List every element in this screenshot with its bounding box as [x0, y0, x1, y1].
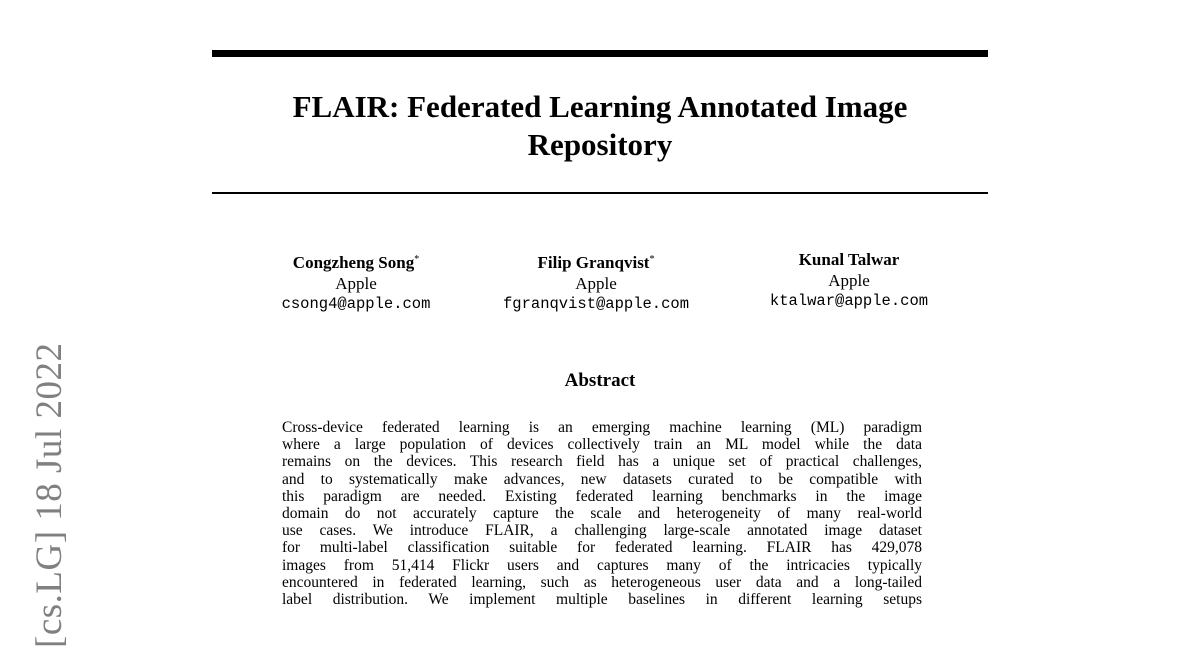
author-name: Kunal Talwar: [798, 250, 900, 269]
paper-title: [212, 88, 988, 164]
abstract-line: images from 51,414 Flickr users and captures many of the intricacies typically: [282, 556, 922, 574]
author-email: fgranqvist@apple.com: [502, 295, 690, 313]
equal-contribution-mark: *: [414, 254, 420, 265]
abstract-line: for multi-label classification suitable for federated learning. FLAIR has 429,078: [282, 539, 922, 557]
abstract-line: use cases. We introduce FLAIR, a challenging large-scale annotated image dataset: [282, 522, 922, 540]
author-email: ktalwar@apple.com: [769, 292, 929, 310]
abstract-line: remains on the devices. This research field has a unique set of practical challenges,: [282, 453, 922, 471]
abstract-line: Cross-device federated learning is an emerging machine learning (ML) paradigm: [282, 419, 922, 436]
abstract-line: and to systematically make advances, new datasets curated to be compatible with: [282, 470, 922, 488]
author-affiliation: Apple: [575, 274, 617, 293]
author-affiliation: Apple: [335, 274, 377, 293]
abstract-line: domain do not accurately capture the scale and heterogeneity of many real-world: [282, 505, 922, 523]
abstract-line: where a large population of devices collectively train an ML model while the data: [282, 436, 922, 454]
abstract-line: label distribution. We implement multiple baselines in different learning setups: [282, 591, 922, 609]
equal-contribution-mark: *: [649, 254, 655, 265]
author-affiliation: Apple: [828, 271, 870, 290]
author-2: [476, 249, 716, 315]
author-name: Congzheng Song*: [292, 253, 420, 272]
abstract-body: [282, 419, 922, 608]
title-top-rule: [212, 50, 988, 57]
abstract-heading: Abstract: [564, 370, 636, 391]
title-line-1: FLAIR: Federated Learning Annotated Image: [292, 89, 908, 124]
author-name: Filip Granqvist*: [537, 253, 655, 272]
author-1: [236, 249, 476, 315]
author-3: [729, 249, 969, 312]
title-line-2: Repository: [527, 127, 673, 162]
arxiv-side-stamp: [cs.LG] 18 Jul 2022: [29, 342, 70, 648]
abstract-line: encountered in federated learning, such as heterogeneous user data and a long-tailed: [282, 573, 922, 591]
author-email: csong4@apple.com: [281, 295, 431, 313]
title-bottom-rule: [212, 192, 988, 194]
author-block: [212, 249, 988, 319]
abstract-line: this paradigm are needed. Existing federated learning benchmarks in the image: [282, 487, 922, 505]
